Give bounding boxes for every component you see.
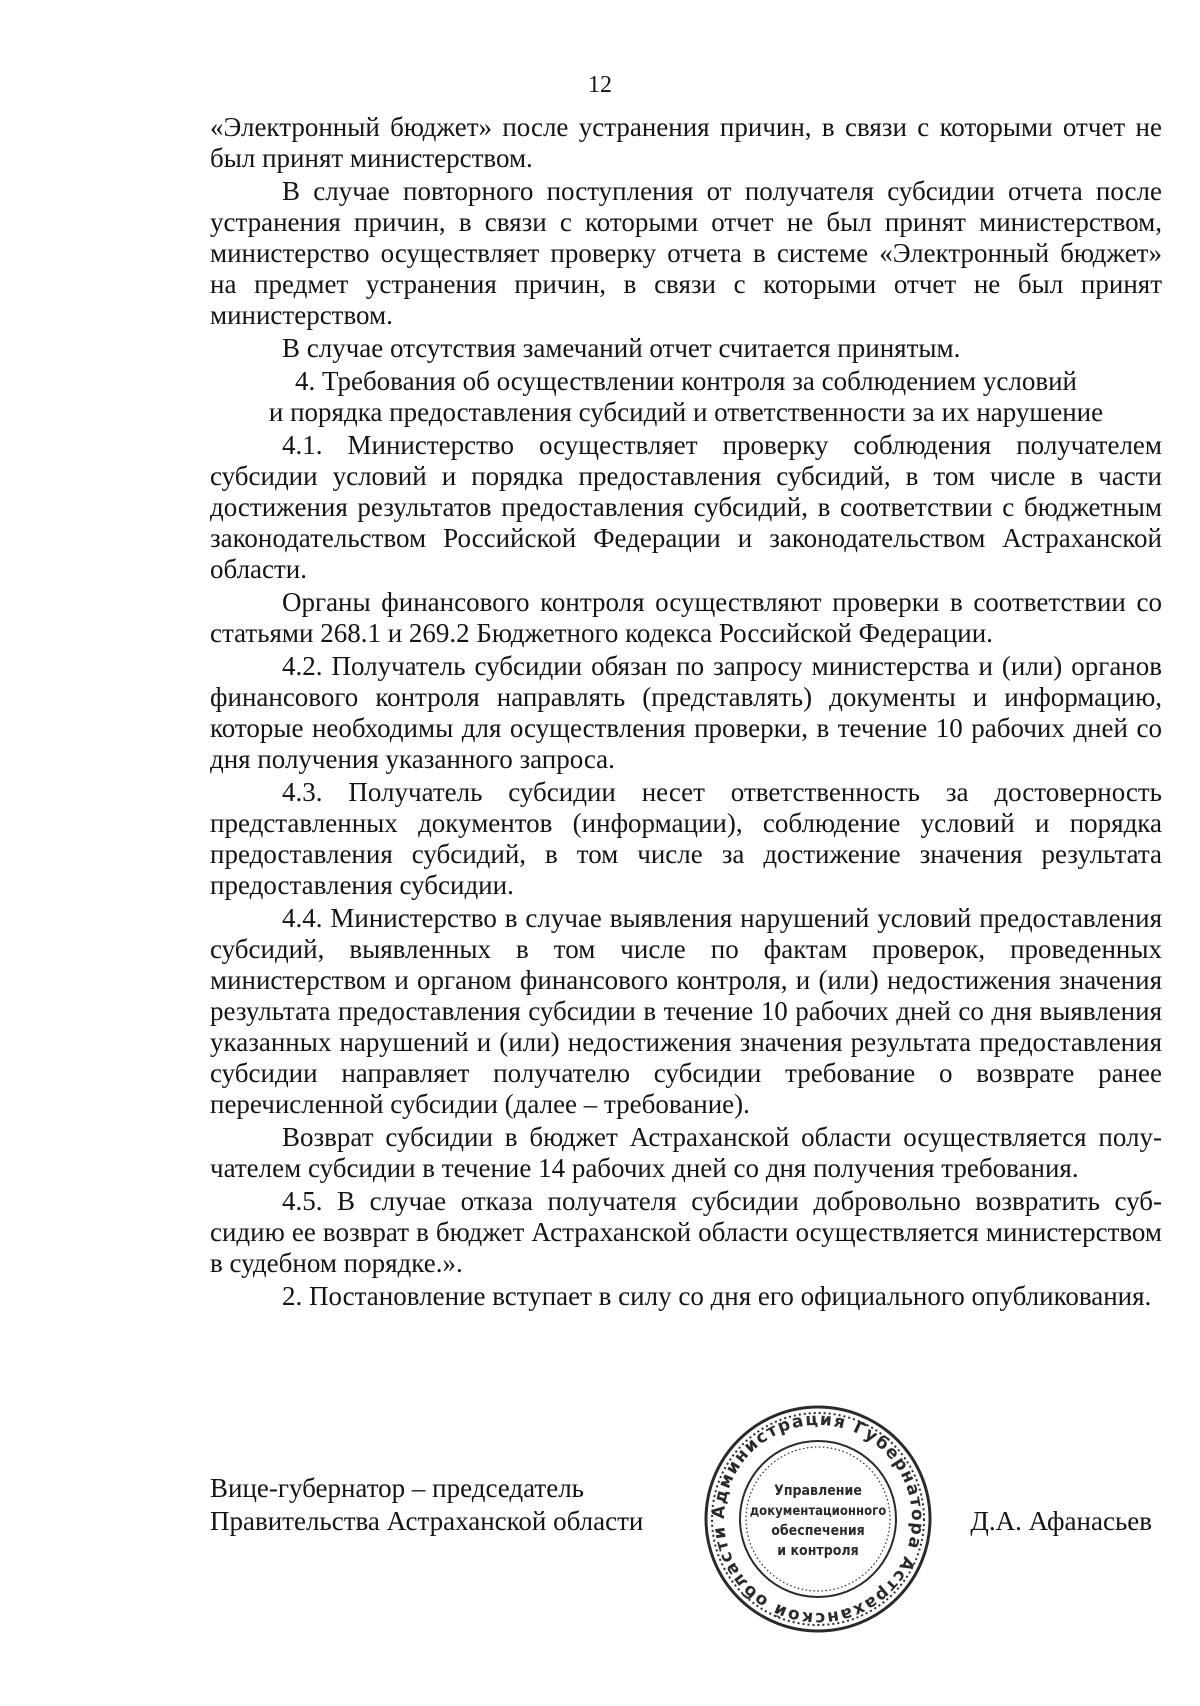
paragraph-continuation: «Электронный бюджет» после устранения причин, в связи с которыми отчет не был принят министерством. [210,112,1162,173]
official-seal-stamp [702,1403,934,1635]
paragraph-4-5: 4.5. В случае отказа получателя субсидии добровольно возвратить субсидию ее возврат в бюджет Астраханской области осуществляется министерством в судебном порядке.». [210,1186,1162,1278]
paragraph-4-4: 4.4. Министерство в случае выявления нарушений условий предоставления субсидий, выявленных в том числе по фактам проверок, проведенных министерством и органом финансового контроля, и (или) недостижения значения результата предоставления субсидии в течение 10 рабочих дней со дня выявления указанных нарушений и (или) недостижения значения результата предоставления субсидии направляет получателю субсидии требование о возврате ранее перечисленной субсидии (далее – требование). [210,903,1162,1119]
signatory-position-line-1: Вице-губернатор – председатель [210,1473,584,1503]
section-heading-line-1: 4. Требования об осуществлении контроля за соблюдением условий [295,366,1077,396]
signatory-name: Д.А. Афанасьев [970,1506,1152,1536]
stamp-center-line-1: Управление [774,1483,862,1499]
stamp-center-line-2: документационного [749,1504,887,1519]
seal-icon [702,1403,934,1635]
stamp-center-line-4: и контроля [777,1543,859,1559]
signatory-position [210,1472,690,1538]
paragraph-4-3: 4.3. Получатель субсидии несет ответственность за достоверность представленных документов (информации), соблюдение условий и порядка предоставления субсидий, в том числе за достижение значения результата предоставления субсидии. [210,777,1162,900]
paragraph-financial-control: Органы финансового контроля осуществляют проверки в соответствии со статьями 268.1 и 269.2 Бюджетного кодекса Российской Федерации. [210,587,1162,648]
page-number: 12 [588,72,612,98]
section-heading [210,366,1162,428]
paragraph-no-remarks: В случае отсутствия замечаний отчет считается принятым. [282,333,961,363]
paragraph-effective-date: 2. Постановление вступает в силу со дня его официального опубликования. [282,1281,1152,1311]
paragraph-4-1: 4.1. Министерство осуществляет проверку соблюдения получателем субсидии условий и порядка предоставления субсидий, в том числе в части достижения результатов предоставления субсидий, в соответствии с бюджетным законодательством Российской Федерации и законодательством Астраханской области. [210,430,1162,584]
signature-block [0,1472,1200,1562]
section-heading-line-2: и порядка предоставления субсидий и ответственности за их нарушение [268,397,1104,427]
paragraph-repeat-submission: В случае повторного поступления от получателя субсидии отчета после устранения причин, в связи с которыми отчет не был принят министерством, министерство осуществляет проверку отчета в системе «Электронный бюджет» на предмет устранения причин, в связи с которыми отчет не был принят министерством. [210,176,1162,330]
signatory-position-line-2: Правительства Астраханской области [210,1506,644,1536]
stamp-center-line-3: обеспечения [771,1523,865,1539]
paragraph-4-2: 4.2. Получатель субсидии обязан по запросу министерства и (или) органов финансового контроля направлять (представлять) документы и информацию, которые необходимы для осуществления проверки, в течение 10 рабочих дней со дня получения указанного запроса. [210,651,1162,774]
paragraph-refund: Возврат субсидии в бюджет Астраханской области осуществляется получателем субсидии в течение 14 рабочих дней со дня получения требования. [210,1122,1162,1183]
document-body [210,112,1162,1314]
stamp-ring-text: Администрация Губернатора Астраханской области [708,1409,928,1629]
